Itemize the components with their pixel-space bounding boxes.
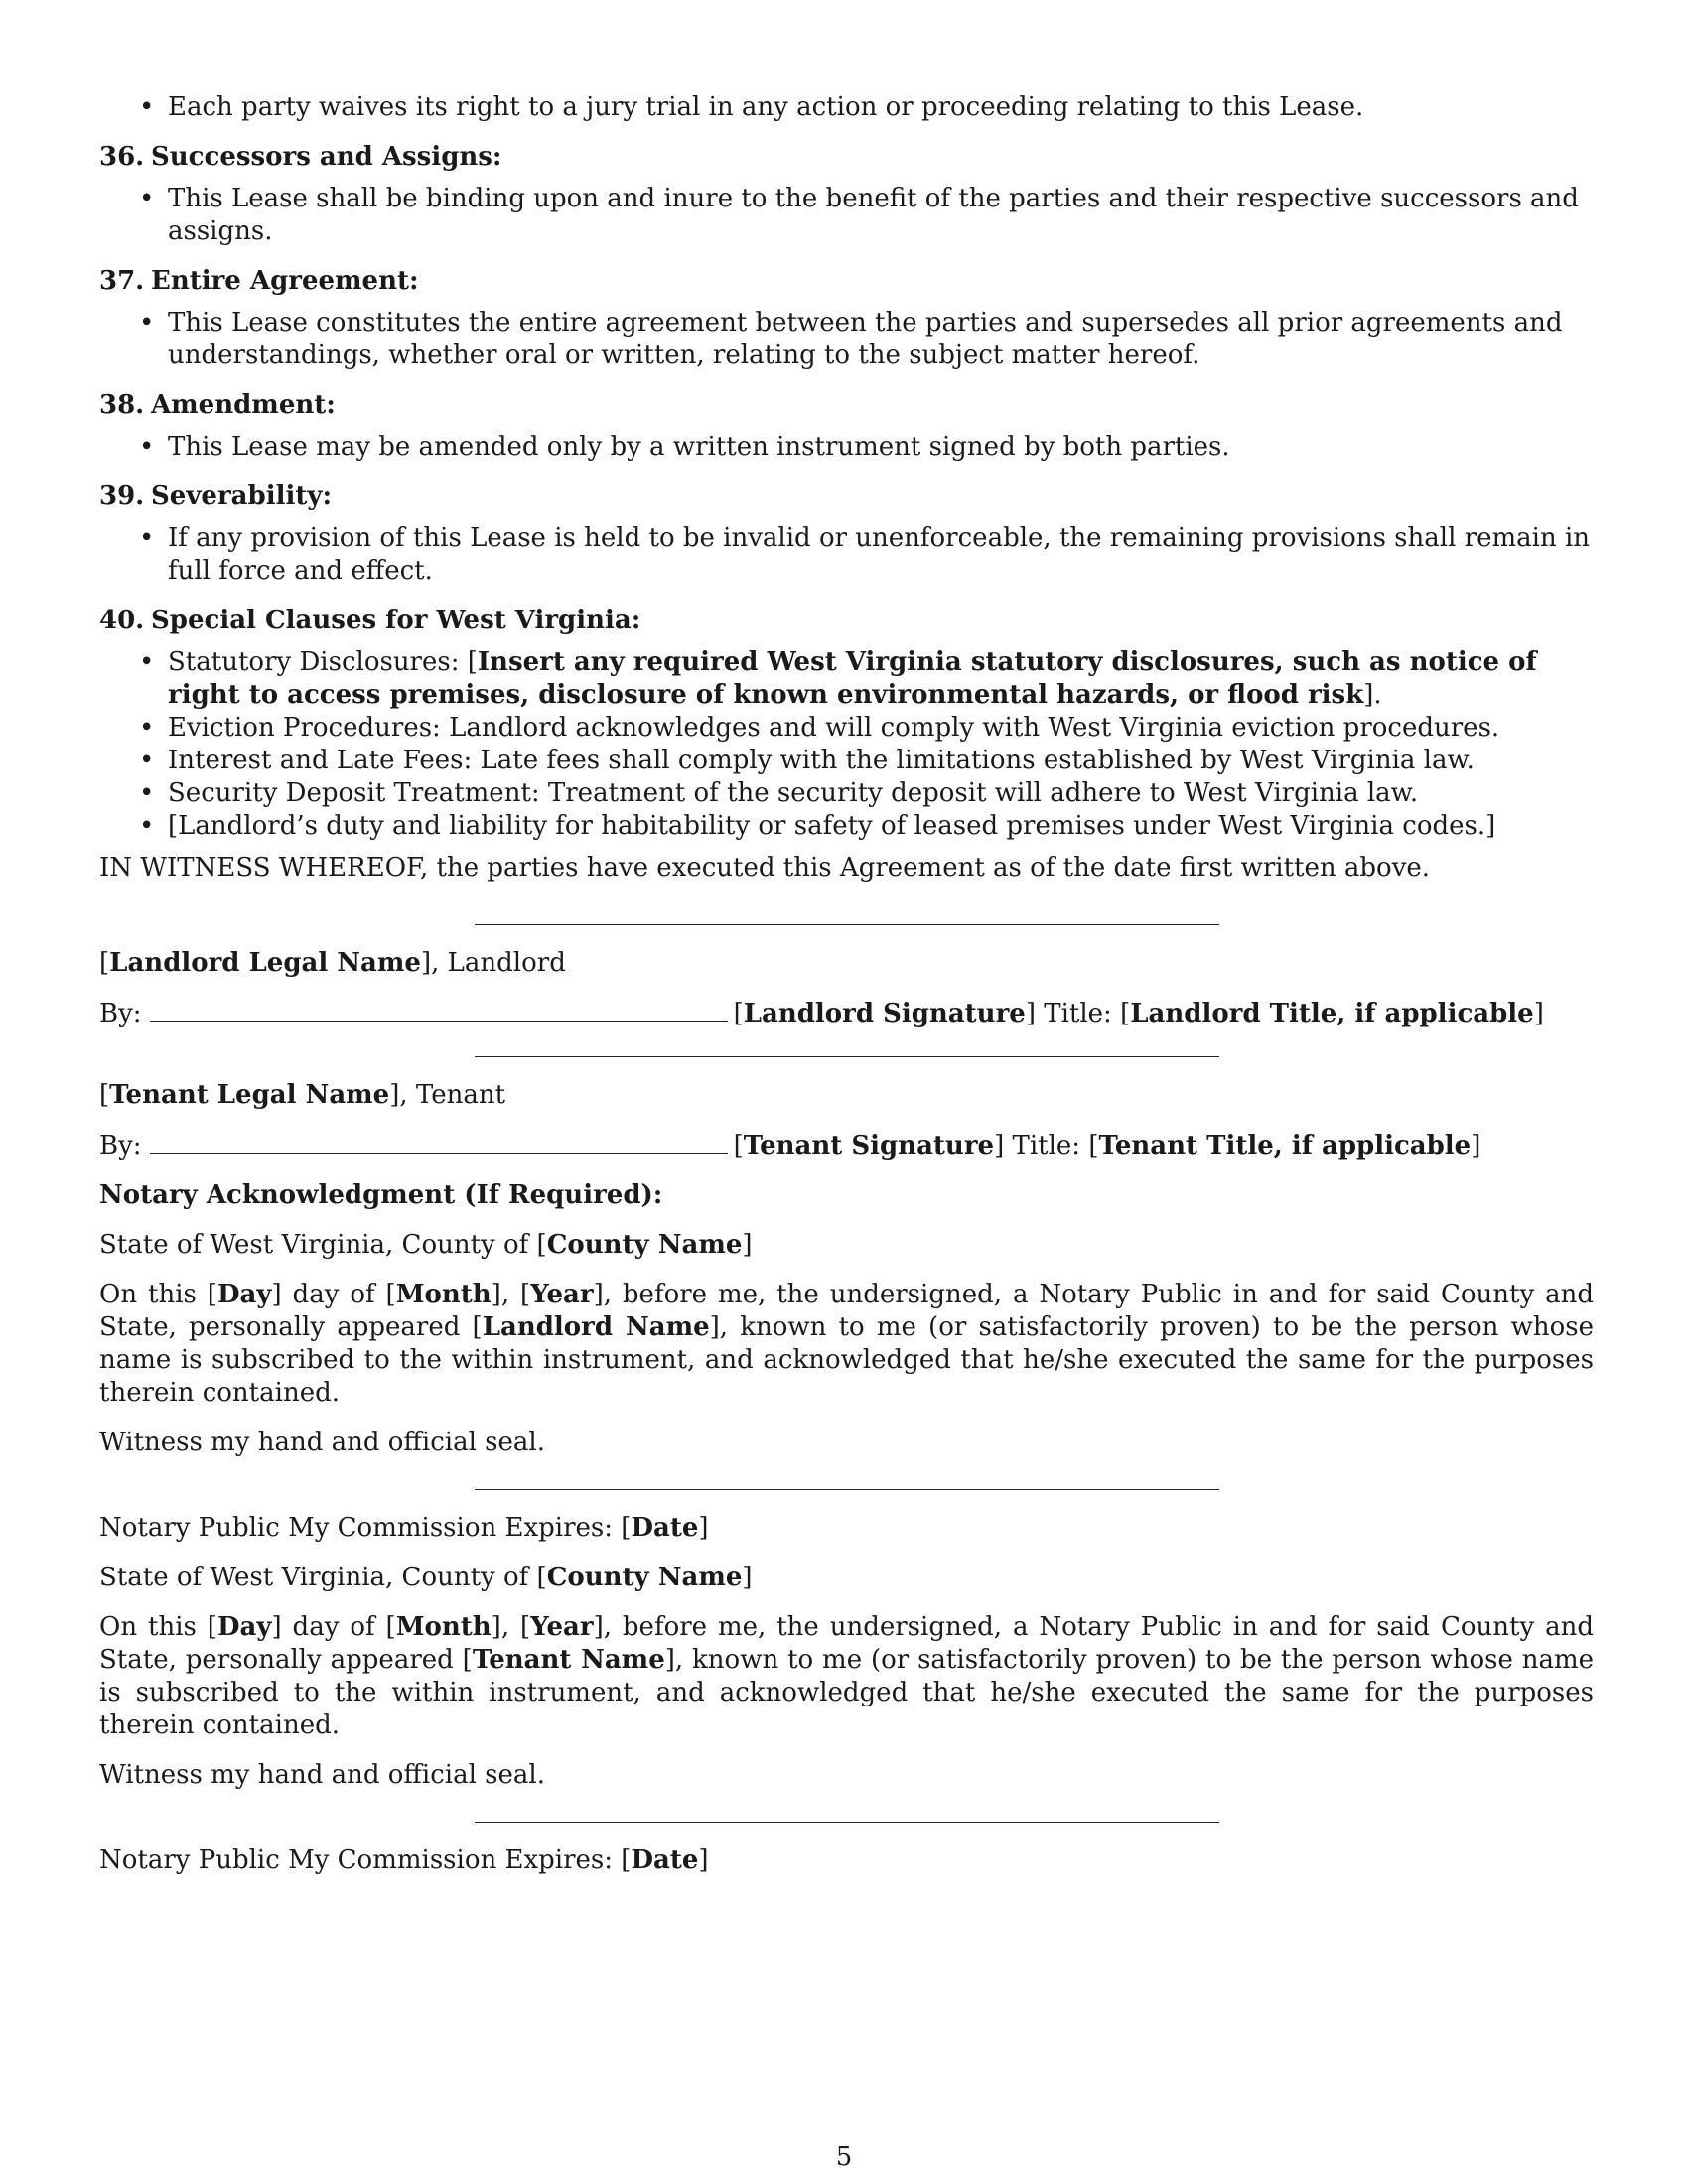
list-item-eviction: • Eviction Procedures: Landlord acknowledges and will comply with West Virginia eviction procedures. [99,712,1594,745]
section-heading-36 [99,141,1594,174]
list-item-interest: • Interest and Late Fees: Late fees shall comply with the limitations established by West Virginia law. [99,745,1594,777]
section-37-bullets [99,307,1594,372]
notary-tenant-witness: Witness my hand and official seal. [99,1760,545,1790]
body-text: , known to me (or satisfactorily proven) to be the person whose name is subscribed to the within instrument, and acknowledged that he/she executed the same for the purposes therein contained. [99,1645,1595,1740]
tenant-role: , Tenant [399,1080,506,1110]
tenant-by-blank[interactable] [150,1129,728,1154]
list-item: • This Lease shall be binding upon and inure to the benefit of the parties and their respective successors and assigns. [99,183,1594,248]
month-placeholder: Month [395,1280,492,1309]
tenant-signature-line [475,1056,1219,1057]
year-placeholder: Year [530,1612,594,1642]
section-number: 37. [99,266,145,296]
section-number: 36. [99,142,145,172]
list-item-habitability: • [Landlord’s duty and liability for habitability or safety of leased premises under West Virginia codes.] [99,810,1594,843]
body-text: On this [99,1612,208,1642]
landlord-signature-line [475,924,1219,925]
clause-35-bullets [99,91,1594,124]
by-label: By: [99,1131,142,1160]
date-placeholder: Date [631,1513,699,1543]
section-38-bullets [99,431,1594,464]
notary-tenant-state: State of West Virginia, County of [County Name] [99,1563,753,1592]
section-title: Entire Agreement: [151,266,419,296]
body-text: day of [281,1612,386,1642]
expires-label: Notary Public My Commission Expires: [99,1845,622,1875]
notary-landlord-expires: Notary Public My Commission Expires: [Date] [99,1513,709,1543]
list-item: • If any provision of this Lease is held to be invalid or unenforceable, the remaining provisions shall remain in full force and effect. [99,522,1594,588]
title-label: Title: [1044,999,1112,1028]
county-placeholder: County Name [546,1563,743,1592]
section-title: Special Clauses for West Virginia: [151,606,641,635]
list-item-deposit: • Security Deposit Treatment: Treatment of the security deposit will adhere to West Virginia law. [99,777,1594,810]
section-heading-37 [99,265,1594,298]
landlord-name-placeholder: Landlord Legal Name [109,948,421,978]
list-item-statutory [99,646,1594,712]
section-39-bullets [99,522,1594,588]
notary-landlord-witness: Witness my hand and official seal. [99,1428,545,1457]
by-label: By: [99,999,142,1028]
section-number: 38. [99,390,145,420]
body-text: , before me, the undersigned, a Notary Public in and for said County and State, personally appeared [99,1612,1595,1675]
notary-tenant-expires: Notary Public My Commission Expires: [Date] [99,1845,709,1875]
witness-clause: IN WITNESS WHEREOF, the parties have executed this Agreement as of the date first written above. [99,853,1431,883]
body-text: , [500,1280,521,1309]
section-40-bullets [99,646,1594,843]
landlord-signature-placeholder: Landlord Signature [743,999,1026,1028]
month-placeholder: Month [395,1612,492,1642]
body-text: , known to me (or satisfactorily proven) to be the person whose name is subscribed to the within instrument, and acknowledged that he/she executed the same for the purposes therein contained. [99,1312,1594,1408]
page-number: 5 [835,2142,853,2172]
landlord-person-placeholder: Landlord Name [482,1312,710,1342]
section-title: Amendment: [151,390,336,420]
section-heading-39 [99,480,1594,513]
statutory-prefix: Statutory Disclosures: [ [168,647,478,677]
section-title: Severability: [151,481,333,511]
date-placeholder: Date [631,1845,699,1875]
body-text: On this [99,1280,208,1309]
expires-label: Notary Public My Commission Expires: [99,1513,622,1543]
body-text: , before me, the undersigned, a Notary Public in and for said County and State, personally appeared [99,1280,1595,1342]
state-prefix: State of West Virginia, County of [99,1563,537,1592]
notary-landlord-body: On this [Day] day of [Month], [Year], before me, the undersigned, a Notary Public in and for said County and State, personally appeared [Landlord Name], known to me (or satisfactorily proven) to be the person whose name is subscribed to the within instrument, and acknowledged that he/she executed the same for the purposes therein contained. [99,1280,1595,1408]
notary-tenant-body: On this [Day] day of [Month], [Year], before me, the undersigned, a Notary Public in and for said County and State, personally appeared [Tenant Name], known to me (or satisfactorily proven) to be the person whose name is subscribed to the within instrument, and acknowledged that he/she executed the same for the purposes therein contained. [99,1612,1595,1740]
tenant-person-placeholder: Tenant Name [472,1645,665,1675]
landlord-by-blank[interactable] [150,997,728,1022]
county-placeholder: County Name [546,1230,743,1260]
section-heading-38 [99,389,1594,422]
year-placeholder: Year [530,1280,594,1309]
body-text: day of [281,1280,386,1309]
section-number: 40. [99,606,145,635]
landlord-name-line: [Landlord Legal Name], Landlord [99,948,566,978]
day-placeholder: Day [216,1280,272,1309]
notary-tenant-signature-line [475,1822,1219,1823]
section-36-bullets [99,183,1594,248]
section-heading-40 [99,605,1594,637]
day-placeholder: Day [216,1612,272,1642]
tenant-signature-placeholder: Tenant Signature [743,1131,995,1160]
title-label: Title: [1012,1131,1081,1160]
landlord-by-line: By: [Landlord Signature] Title: [Landlord Title, if applicable] [99,999,1544,1028]
statutory-placeholder: Insert any required West Virginia statutory disclosures, such as notice of right to access premises, disclosure of known environmental hazards, or flood risk [168,647,1537,710]
notary-landlord-signature-line [475,1489,1219,1490]
list-item: • This Lease may be amended only by a written instrument signed by both parties. [99,431,1594,464]
statutory-suffix: ]. [1363,680,1382,710]
tenant-name-line: [Tenant Legal Name], Tenant [99,1080,506,1110]
list-item: • Each party waives its right to a jury trial in any action or proceeding relating to this Lease. [99,91,1594,124]
section-title: Successors and Assigns: [151,142,502,172]
section-number: 39. [99,481,145,511]
landlord-role: , Landlord [431,948,566,978]
landlord-title-placeholder: Landlord Title, if applicable [1130,999,1534,1028]
notary-landlord-state: State of West Virginia, County of [County Name] [99,1230,753,1260]
notary-heading: Notary Acknowledgment (If Required): [99,1180,663,1210]
body-text: , [500,1612,521,1642]
tenant-name-placeholder: Tenant Legal Name [109,1080,390,1110]
tenant-title-placeholder: Tenant Title, if applicable [1098,1131,1472,1160]
document-page [99,91,1594,1877]
state-prefix: State of West Virginia, County of [99,1230,537,1260]
list-item: • This Lease constitutes the entire agreement between the parties and supersedes all prior agreements and understandings, whether oral or written, relating to the subject matter hereof. [99,307,1594,372]
tenant-by-line: By: [Tenant Signature] Title: [Tenant Title, if applicable] [99,1131,1481,1160]
